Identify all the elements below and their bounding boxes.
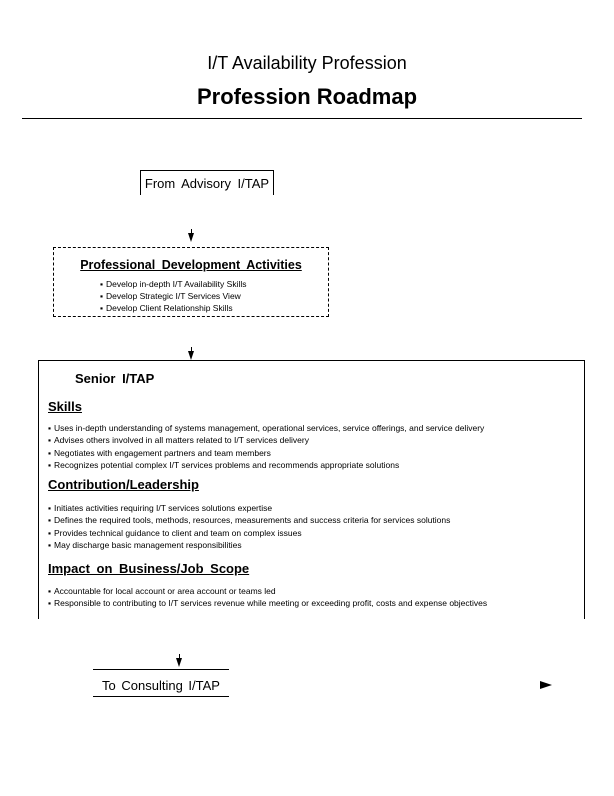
arrow-down-icon: [176, 654, 182, 667]
development-heading: Professional Development Activities: [80, 258, 302, 272]
to-consulting-label: To Consulting I/TAP: [102, 678, 220, 693]
list-item: ▪ Develop Strategic I/T Services View: [100, 290, 247, 302]
impact-list: [48, 585, 580, 610]
senior-title: Senior I/TAP: [75, 371, 155, 386]
list-item: ▪ Provides technical guidance to client and team on complex issues: [48, 527, 580, 539]
list-item: ▪ Responsible to contributing to I/T services revenue while meeting or exceeding profit, costs and expense objectives: [48, 597, 580, 609]
list-item: ▪ Accountable for local account or area account or teams led: [48, 585, 580, 597]
arrow-right-icon: [540, 681, 552, 689]
to-consulting-box: [93, 678, 229, 697]
list-item: ▪ Negotiates with engagement partners and team members: [48, 447, 580, 459]
development-list: [100, 278, 247, 314]
list-item: ▪ Develop in-depth I/T Availability Skills: [100, 278, 247, 290]
contribution-list: [48, 502, 580, 551]
senior-itap-box: [38, 360, 585, 619]
list-item: ▪ Initiates activities requiring I/T services solutions expertise: [48, 502, 580, 514]
from-advisory-label: From Advisory I/TAP: [144, 175, 270, 191]
arrow-down-icon: [188, 347, 194, 360]
list-item: ▪ Defines the required tools, methods, resources, measurements and success criteria for services solutions: [48, 514, 580, 526]
list-item: ▪ May discharge basic management responsibilities: [48, 539, 580, 551]
impact-heading: Impact on Business/Job Scope: [48, 561, 250, 576]
contribution-heading: Contribution/Leadership: [48, 477, 199, 492]
arrow-down-icon: [188, 229, 194, 242]
skills-list: [48, 422, 580, 471]
from-advisory-box: [140, 170, 274, 195]
skills-heading: Skills: [48, 399, 82, 414]
list-item: ▪ Uses in-depth understanding of systems management, operational services, service offerings, and service delivery: [48, 422, 580, 434]
professional-development-box: [53, 247, 329, 317]
list-item: ▪ Recognizes potential complex I/T services problems and recommends appropriate solutions: [48, 459, 580, 471]
document-subtitle: I/T Availability Profession: [207, 53, 407, 73]
page-title: Profession Roadmap: [196, 84, 418, 109]
list-item: ▪ Advises others involved in all matters related to I/T services delivery: [48, 434, 580, 446]
to-box-top-rule: [93, 669, 229, 670]
list-item: ▪ Develop Client Relationship Skills: [100, 302, 247, 314]
header-divider: [22, 118, 582, 119]
